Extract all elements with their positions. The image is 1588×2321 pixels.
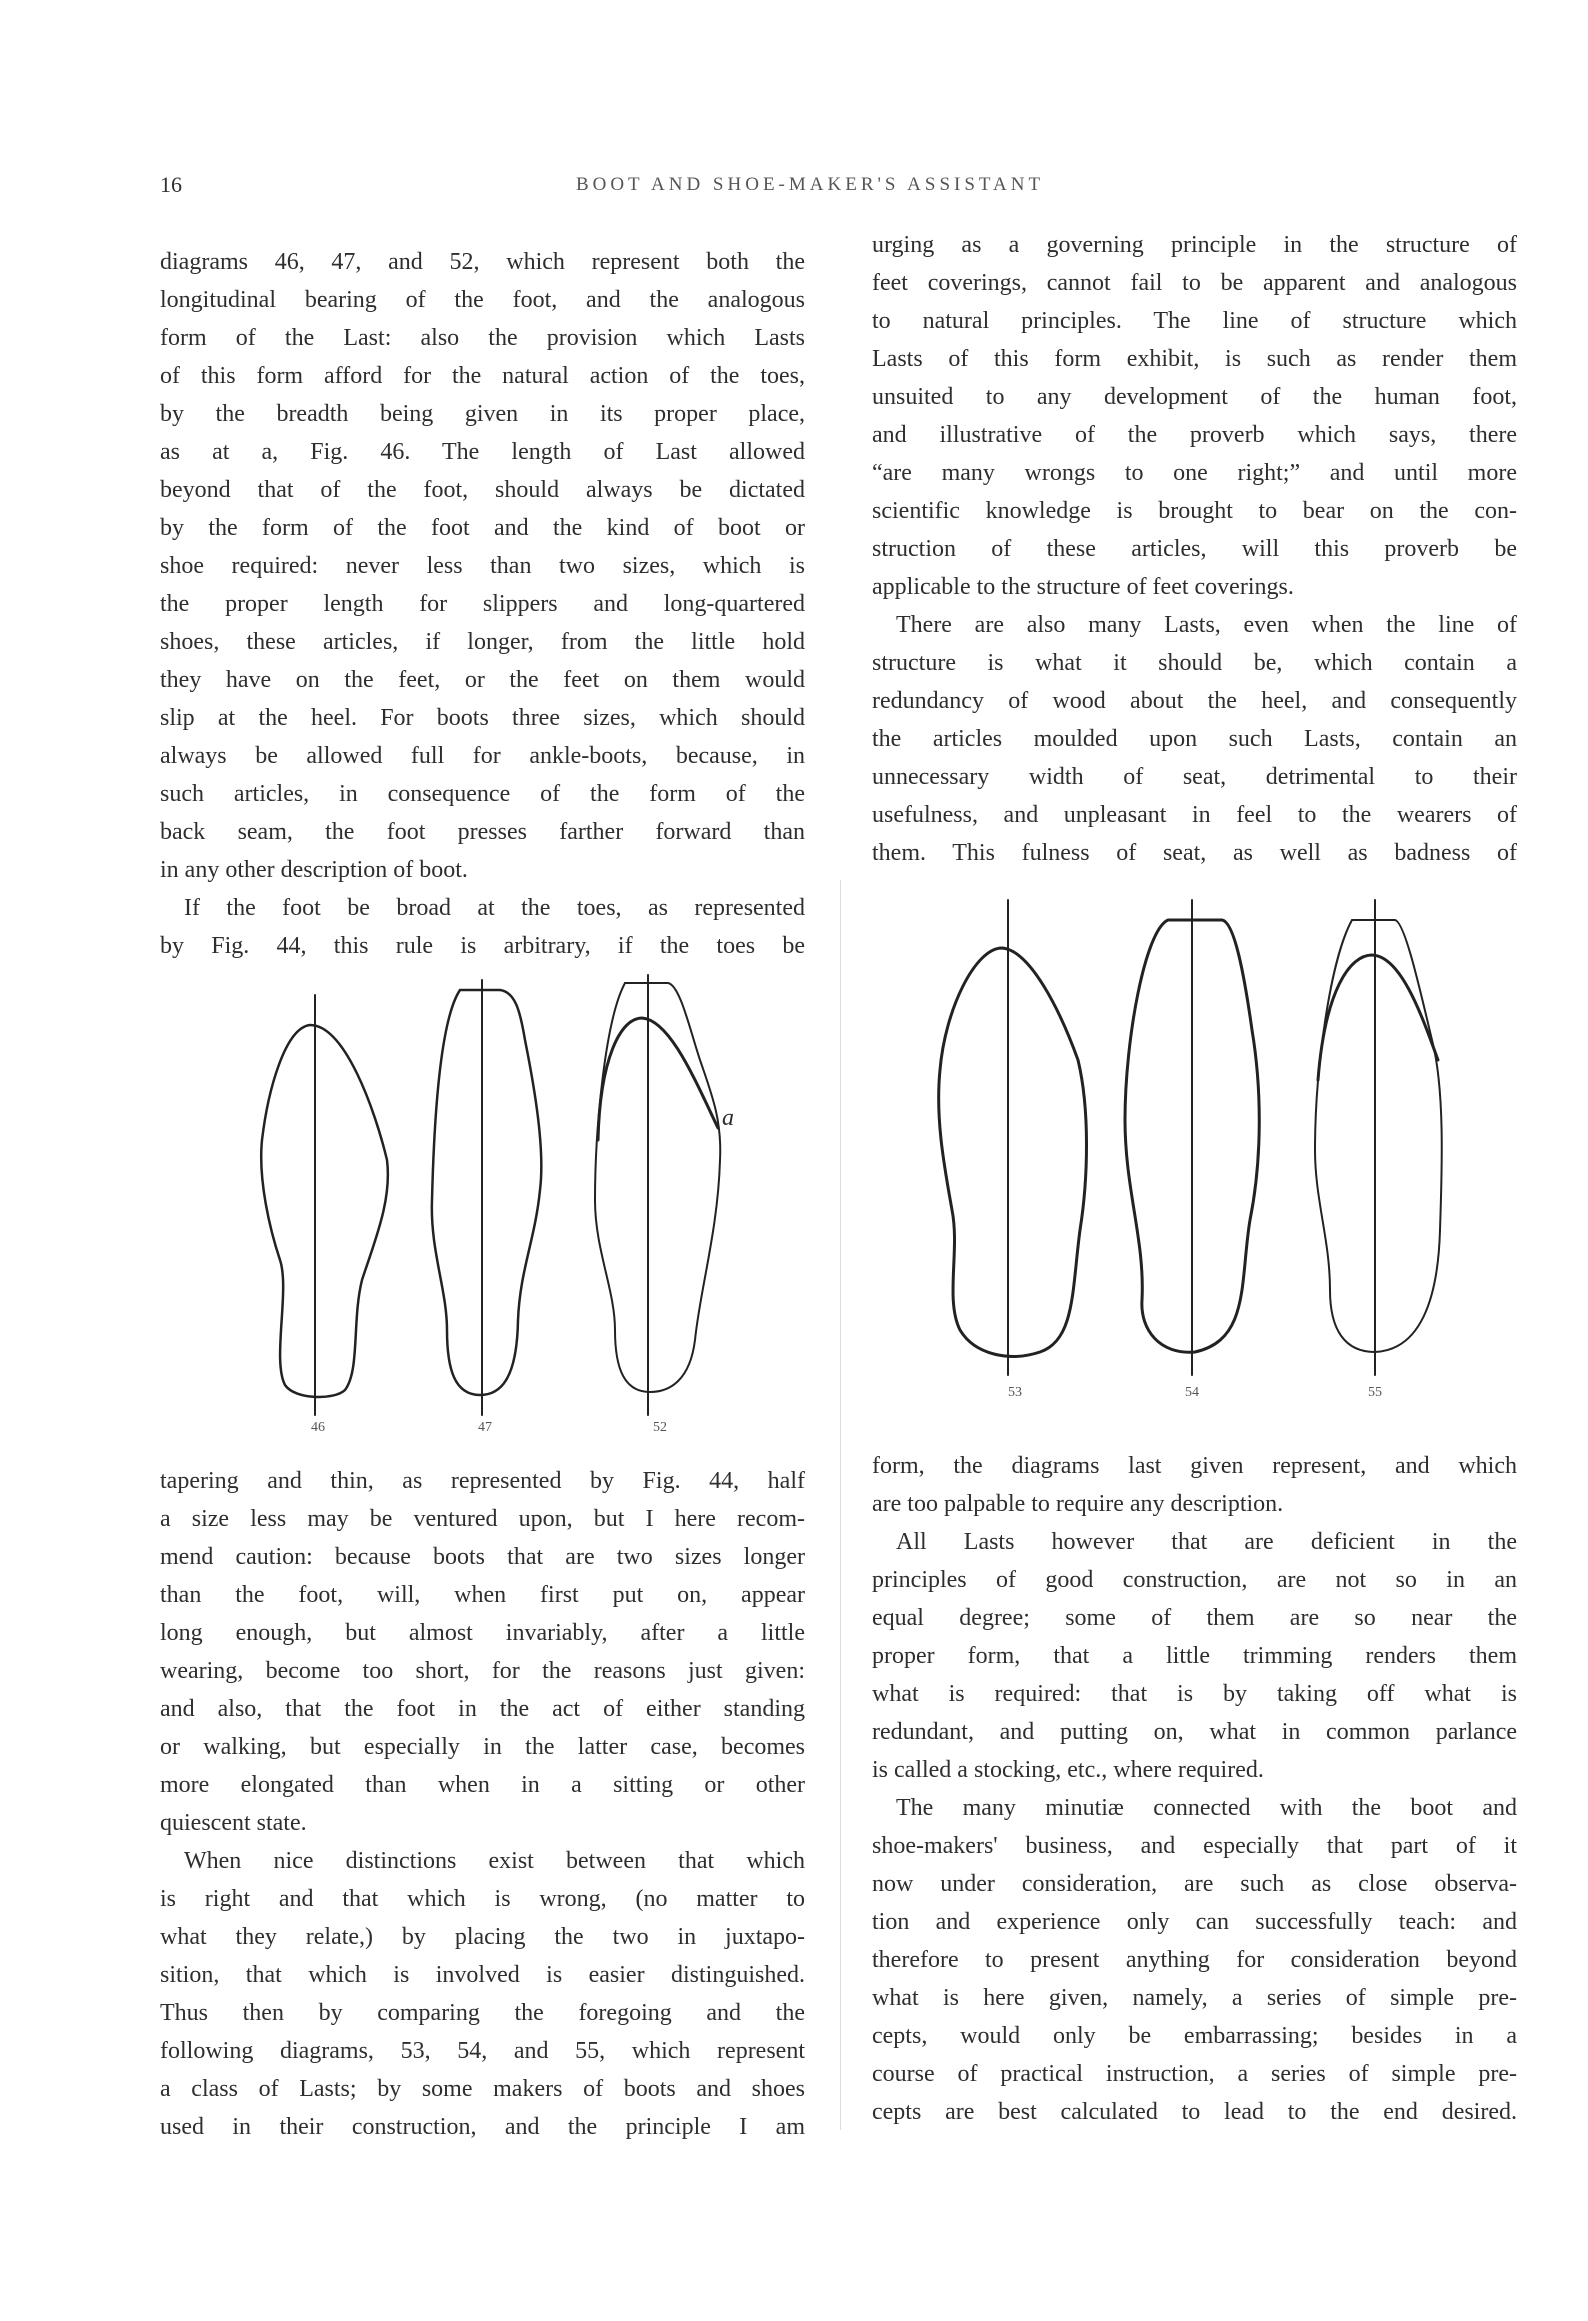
text-line: longitudinal bearing of the foot, and the analogous	[160, 287, 805, 313]
text-line: form of the Last: also the provision which Lasts	[160, 325, 805, 351]
figure-label-54: 54	[1185, 1385, 1199, 1400]
text-line: redundant, and putting on, what in common parlance	[872, 1719, 1517, 1745]
text-line: long enough, but almost invariably, after a little	[160, 1620, 805, 1646]
text-line: mend caution: because boots that are two sizes longer	[160, 1544, 805, 1570]
text-line: There are also many Lasts, even when the line of	[896, 612, 1517, 638]
figure-label-46: 46	[311, 1420, 325, 1435]
text-line: are too palpable to require any description.	[872, 1491, 1284, 1517]
text-line: If the foot be broad at the toes, as represented	[184, 895, 805, 921]
figure-label-47: 47	[478, 1420, 492, 1435]
text-line: is called a stocking, etc., where required.	[872, 1757, 1264, 1783]
text-line: by the form of the foot and the kind of boot or	[160, 515, 805, 541]
text-line: Thus then by comparing the foregoing and the	[160, 2000, 805, 2026]
text-line: now under consideration, are such as close observa-	[872, 1871, 1517, 1897]
text-line: to natural principles. The line of structure which	[872, 308, 1517, 334]
text-line: urging as a governing principle in the structure of	[872, 232, 1517, 258]
text-line: principles of good construction, are not so in an	[872, 1567, 1517, 1593]
text-line: diagrams 46, 47, and 52, which represent both the	[160, 249, 805, 275]
text-line: equal degree; some of them are so near the	[872, 1605, 1517, 1631]
text-line: they have on the feet, or the feet on them would	[160, 667, 805, 693]
text-line: used in their construction, and the principle I am	[160, 2114, 805, 2140]
diagram-52	[595, 975, 720, 1415]
text-line: a class of Lasts; by some makers of boots and shoes	[160, 2076, 805, 2102]
diagram-53	[939, 900, 1087, 1375]
figure-label-55: 55	[1368, 1385, 1382, 1400]
text-line: course of practical instruction, a series of simple pre-	[872, 2061, 1517, 2087]
text-line: wearing, become too short, for the reasons just given:	[160, 1658, 805, 1684]
text-line: what they relate,) by placing the two in juxtapo-	[160, 1924, 805, 1950]
text-line: When nice distinctions exist between that which	[184, 1848, 805, 1874]
page-number: 16	[160, 172, 182, 197]
text-line: Lasts of this form exhibit, is such as render them	[872, 346, 1517, 372]
diagram-54	[1125, 900, 1259, 1375]
diagram-55	[1315, 900, 1442, 1375]
text-line: The many minutiæ connected with the boot and	[896, 1795, 1517, 1821]
figure-label-53: 53	[1008, 1385, 1022, 1400]
text-line: form, the diagrams last given represent, and which	[872, 1453, 1517, 1479]
text-line: tapering and thin, as represented by Fig. 44, half	[160, 1468, 805, 1494]
text-line: beyond that of the foot, should always be dictated	[160, 477, 805, 503]
text-line: struction of these articles, will this proverb be	[872, 536, 1517, 562]
text-line: cepts are best calculated to lead to the end desired.	[872, 2099, 1517, 2125]
text-line: what is required: that is by taking off what is	[872, 1681, 1517, 1707]
text-line: usefulness, and unpleasant in feel to the wearers of	[872, 802, 1517, 828]
text-line: unsuited to any development of the human foot,	[872, 384, 1517, 410]
figure-label-52: 52	[653, 1420, 667, 1435]
text-line: proper form, that a little trimming renders them	[872, 1643, 1517, 1669]
running-title: BOOT AND SHOE-MAKER'S ASSISTANT	[575, 174, 1045, 195]
text-line: and also, that the foot in the act of either standing	[160, 1696, 805, 1722]
text-line: “are many wrongs to one right;” and until more	[872, 460, 1517, 486]
text-line: than the foot, will, when first put on, appear	[160, 1582, 805, 1608]
text-line: scientific knowledge is brought to bear on the con-	[872, 498, 1517, 524]
text-line: shoe required: never less than two sizes, which is	[160, 553, 805, 579]
text-line: always be allowed full for ankle-boots, because, in	[160, 743, 805, 769]
text-line: a size less may be ventured upon, but I here recom-	[160, 1506, 805, 1532]
text-line: more elongated than when in a sitting or other	[160, 1772, 805, 1798]
text-line: by the breadth being given in its proper place,	[160, 401, 805, 427]
text-line: unnecessary width of seat, detrimental to their	[872, 764, 1517, 790]
text-line: in any other description of boot.	[160, 857, 468, 883]
text-line: tion and experience only can successfully teach: and	[872, 1909, 1517, 1935]
text-line: feet coverings, cannot fail to be apparent and analogous	[872, 270, 1517, 296]
text-line: following diagrams, 53, 54, and 55, which represent	[160, 2038, 805, 2064]
text-line: therefore to present anything for consideration beyond	[872, 1947, 1517, 1973]
text-line: what is here given, namely, a series of simple pre-	[872, 1985, 1517, 2011]
text-line: shoes, these articles, if longer, from the little hold	[160, 629, 805, 655]
text-line: and illustrative of the proverb which says, there	[872, 422, 1517, 448]
text-line: the articles moulded upon such Lasts, contain an	[872, 726, 1517, 752]
text-line: quiescent state.	[160, 1810, 307, 1836]
text-line: the proper length for slippers and long-quartered	[160, 591, 805, 617]
text-line: of this form afford for the natural action of the toes,	[160, 363, 805, 389]
text-line: redundancy of wood about the heel, and consequently	[872, 688, 1517, 714]
text-line: back seam, the foot presses farther forward than	[160, 819, 805, 845]
text-line: applicable to the structure of feet coverings.	[872, 574, 1294, 600]
text-line: structure is what it should be, which contain a	[872, 650, 1517, 676]
figure-mark-a: a	[722, 1105, 734, 1131]
text-line: shoe-makers' business, and especially that part of it	[872, 1833, 1517, 1859]
diagram-47	[432, 980, 541, 1415]
text-line: cepts, would only be embarrassing; besides in a	[872, 2023, 1517, 2049]
text-line: such articles, in consequence of the form of the	[160, 781, 805, 807]
text-line: by Fig. 44, this rule is arbitrary, if the toes be	[160, 933, 805, 959]
text-line: or walking, but especially in the latter case, becomes	[160, 1734, 805, 1760]
diagram-46	[261, 995, 388, 1415]
text-line: slip at the heel. For boots three sizes, which should	[160, 705, 805, 731]
text-line: sition, that which is involved is easier distinguished.	[160, 1962, 805, 1988]
text-line: as at a, Fig. 46. The length of Last allowed	[160, 439, 805, 465]
text-line: them. This fulness of seat, as well as badness of	[872, 840, 1517, 866]
text-line: All Lasts however that are deficient in the	[896, 1529, 1517, 1555]
text-line: is right and that which is wrong, (no matter to	[160, 1886, 805, 1912]
